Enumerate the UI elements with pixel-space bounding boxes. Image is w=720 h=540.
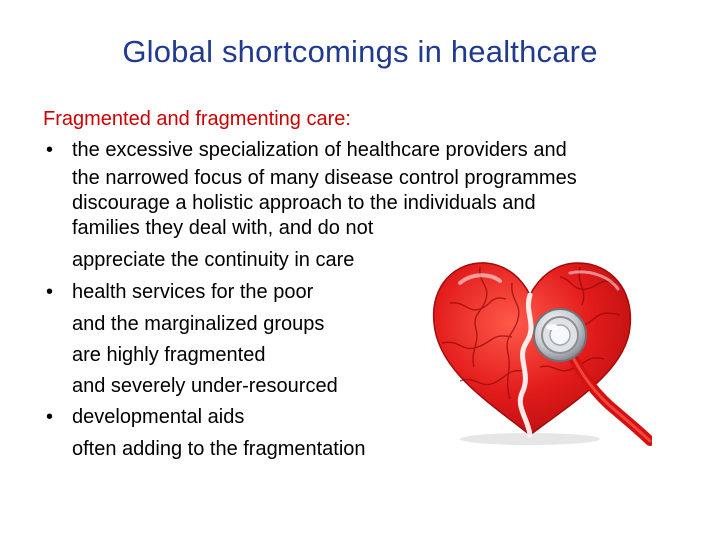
bullet-1-line-1: the excessive specialization of healthcare providers and	[72, 139, 567, 161]
bullet-1-line-4: families they deal with, and do not	[72, 217, 374, 239]
bullet-marker: •	[46, 406, 54, 428]
bullet-1-line-5: appreciate the continuity in care	[72, 249, 355, 271]
bullet-2-line-2: and the marginalized groups	[72, 313, 325, 335]
bullet-3-line-1: developmental aids	[72, 406, 245, 428]
section-heading: Fragmented and fragmenting care:	[43, 108, 351, 130]
puzzle-heart-image	[420, 243, 652, 448]
bullet-2-line-1: health services for the poor	[72, 281, 314, 303]
slide-title: Global shortcomings in healthcare	[122, 34, 598, 69]
bullet-1-line-3: discourage a holistic approach to the individuals and	[72, 192, 536, 214]
puzzle-heart-stethoscope-icon	[420, 243, 652, 448]
bullet-marker: •	[46, 139, 54, 161]
bullet-3-line-2: often adding to the fragmentation	[72, 438, 366, 460]
bullet-marker: •	[46, 281, 54, 303]
bullet-2-line-3: are highly fragmented	[72, 344, 266, 366]
bullet-2-line-4: and severely under-resourced	[72, 375, 338, 397]
bullet-1-line-2: the narrowed focus of many disease control programmes	[72, 167, 577, 189]
